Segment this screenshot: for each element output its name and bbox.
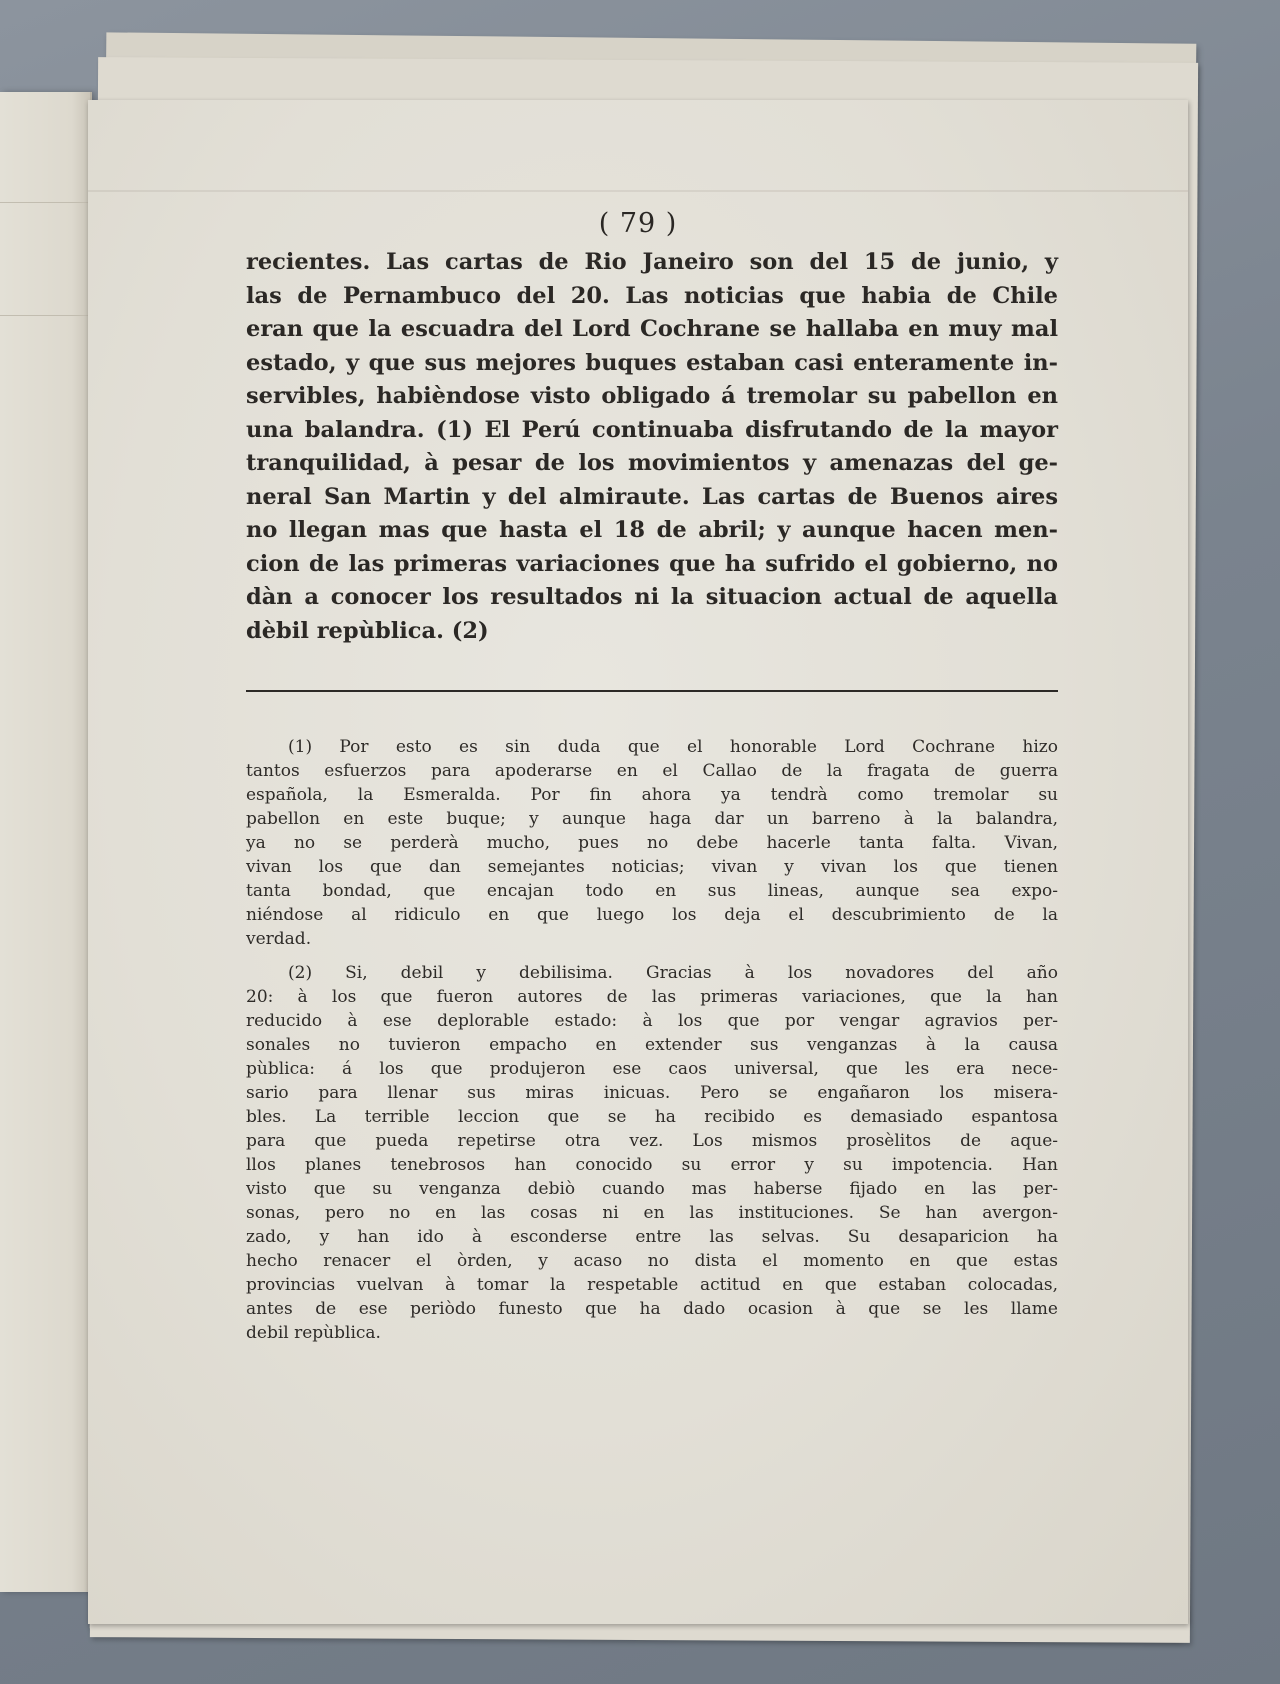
- main-text-line: dèbil repùblica. (2): [246, 617, 489, 644]
- footnote-line: antes de ese periòdo funesto que ha dado ocasion à que se les llame: [246, 1299, 1058, 1319]
- footnote-line: tanta bondad, que encajan todo en sus lineas, aunque sea expo-: [246, 881, 1058, 901]
- main-text-line: servibles, habièndose visto obligado á tremolar su pabellon en: [246, 383, 1058, 409]
- footnote-line: vivan los que dan semejantes noticias; vivan y vivan los que tienen: [246, 857, 1058, 877]
- main-text: [246, 246, 1058, 648]
- main-text-line: recientes. Las cartas de Rio Janeiro son del 15 de junio, y: [246, 249, 1058, 275]
- footnote-line: ya no se perderà mucho, pues no debe hacerle tanta falta. Vivan,: [246, 833, 1058, 853]
- main-text-line: dàn a conocer los resultados ni la situacion actual de aquella: [246, 584, 1058, 610]
- footnote-line: hecho renacer el òrden, y acaso no dista el momento en que estas: [246, 1251, 1058, 1271]
- main-text-line: eran que la escuadra del Lord Cochrane se hallaba en muy mal: [246, 316, 1058, 342]
- footnote-2: [246, 961, 1058, 1345]
- footnote-line: debil repùblica.: [246, 1323, 381, 1343]
- footnote-line: (1) Por esto es sin duda que el honorable Lord Cochrane hizo: [288, 737, 1058, 757]
- left-page-edge: [0, 92, 92, 1592]
- footnote-line: (2) Si, debil y debilisima. Gracias à los novadores del año: [288, 963, 1058, 983]
- footnote-line: sario para llenar sus miras inicuas. Pero se engañaron los misera-: [246, 1083, 1058, 1103]
- footnote-line: 20: à los que fueron autores de las primeras variaciones, que la han: [246, 987, 1058, 1007]
- footnote-line: pùblica: á los que produjeron ese caos universal, que les era nece-: [246, 1059, 1058, 1079]
- footnote-line: sonales no tuvieron empacho en extender sus venganzas à la causa: [246, 1035, 1058, 1055]
- main-text-line: cion de las primeras variaciones que ha sufrido el gobierno, no: [246, 550, 1058, 577]
- footnote-line: verdad.: [246, 929, 312, 949]
- main-text-line: no llegan mas que hasta el 18 de abril; y aunque hacen men-: [246, 517, 1058, 543]
- footnotes: [246, 735, 1058, 1355]
- document-page: [88, 100, 1188, 1624]
- footnote-line: niéndose al ridiculo en que luego los deja el descubrimiento de la: [246, 905, 1058, 925]
- footnote-line: sonas, pero no en las cosas ni en las instituciones. Se han avergon-: [246, 1203, 1058, 1223]
- footnote-line: española, la Esmeralda. Por fin ahora ya tendrà como tremolar su: [246, 785, 1058, 805]
- footnote-line: para que pueda repetirse otra vez. Los mismos prosèlitos de aque-: [246, 1131, 1058, 1151]
- footnote-line: tantos esfuerzos para apoderarse en el Callao de la fragata de guerra: [246, 761, 1058, 781]
- page-number: ( 79 ): [598, 208, 678, 239]
- footnote-separator-rule: [246, 690, 1058, 692]
- footnote-line: provincias vuelvan à tomar la respetable actitud en que estaban colocadas,: [246, 1275, 1058, 1295]
- main-text-line: neral San Martin y del almiraute. Las cartas de Buenos aires: [246, 483, 1058, 510]
- footnote-line: reducido à ese deplorable estado: à los que por vengar agravios per-: [246, 1011, 1058, 1031]
- footnote-line: bles. La terrible leccion que se ha recibido es demasiado espantosa: [246, 1107, 1058, 1127]
- footnote-line: pabellon en este buque; y aunque haga dar un barreno à la balandra,: [246, 809, 1058, 829]
- footnote-line: llos planes tenebrosos han conocido su error y su impotencia. Han: [246, 1155, 1058, 1175]
- main-text-line: tranquilidad, à pesar de los movimientos y amenazas del ge-: [246, 450, 1058, 476]
- footnote-line: zado, y han ido à esconderse entre las selvas. Su desaparicion ha: [246, 1227, 1058, 1247]
- footnote-1: [246, 735, 1058, 951]
- footnote-line: visto que su venganza debiò cuando mas haberse fijado en las per-: [246, 1179, 1058, 1199]
- main-text-line: las de Pernambuco del 20. Las noticias que habia de Chile: [246, 282, 1058, 309]
- main-text-line: estado, y que sus mejores buques estaban casi enteramente in-: [246, 349, 1058, 376]
- paper-crease: [88, 190, 1188, 192]
- main-text-line: una balandra. (1) El Perú continuaba disfrutando de la mayor: [246, 416, 1058, 443]
